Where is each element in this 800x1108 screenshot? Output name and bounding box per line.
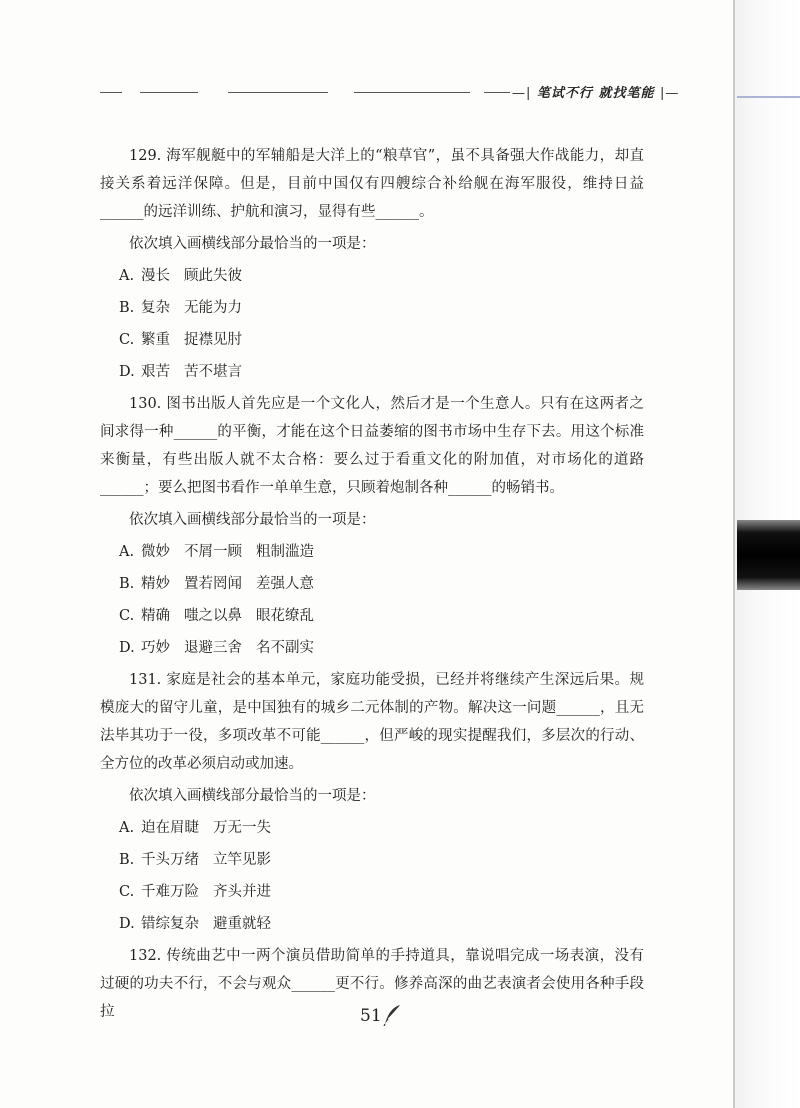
question-stem: 132. 传统曲艺中一两个演员借助简单的手持道具，靠说唱完成一场表演，没有过硬的功夫不行，不会与观众______更不行。修养高深的曲艺表演者会使用各种手段拉 [100,948,644,1020]
option-a: A. 漫长 顾此失彼 [119,268,242,284]
question-prompt: 依次填入画横线部分最恰当的一项是： [129,788,376,804]
question-block [100,666,644,938]
quill-pen-icon [382,1004,402,1026]
option-c: C. 精确 嗤之以鼻 眼花缭乱 [119,608,314,624]
option-c: C. 繁重 捉襟见肘 [119,332,242,348]
option-a: A. 微妙 不屑一顾 粗制滥造 [119,544,314,560]
edge-thumb-index [737,520,800,590]
option-a: A. 迫在眉睫 万无一失 [119,820,271,836]
option-b: B. 复杂 无能为力 [119,300,242,316]
option-d: D. 错综复杂 避重就轻 [119,916,271,932]
question-stem: 129. 海军舰艇中的军辅船是大洋上的“粮草官”，虽不具备强大作战能力，却直接关系着远洋保障。但是，目前中国仅有四艘综合补给舰在海军服役，维持日益______的远洋训练、护航和演习，显得有些______。 [100,148,644,220]
option-b: B. 千头万绪 立竿见影 [119,852,271,868]
option-c: C. 千难万险 齐头并进 [119,884,271,900]
question-prompt: 依次填入画横线部分最恰当的一项是： [129,236,376,252]
question-block [100,390,644,662]
option-b: B. 精妙 置若罔闻 差强人意 [119,576,314,592]
binding-edge [733,0,735,1108]
edge-tab-mark [737,96,800,98]
page-content [100,142,644,1026]
question-stem: 131. 家庭是社会的基本单元，家庭功能受损，已经并将继续产生深远后果。规模庞大的留守儿童，是中国独有的城乡二元体制的产物。解决这一问题______，且无法毕其功于一役，多项改革不可能______，但严峻的现实提醒我们，多层次的行动、全方位的改革必须启动或加速。 [100,672,644,772]
question-stem: 130. 图书出版人首先应是一个文化人，然后才是一个生意人。只有在这两者之间求得一种______的平衡，才能在这个日益萎缩的图书市场中生存下去。用这个标准来衡量，有些出版人就不太合格：要么过于看重文化的附加值，对市场化的道路______；要么把图书看作一单单生意，只顾着炮制各种______的畅销书。 [100,396,644,496]
option-d: D. 艰苦 苦不堪言 [119,364,242,380]
running-header: —| 笔试不行 就找笔能 |— [512,86,680,101]
question-block [100,142,644,386]
option-d: D. 巧妙 退避三舍 名不副实 [119,640,314,656]
page-number: 51 [360,1006,382,1026]
header-rule [100,92,510,96]
question-prompt: 依次填入画横线部分最恰当的一项是： [129,512,376,528]
header-slogan-text: 笔试不行 就找笔能 [536,86,655,101]
